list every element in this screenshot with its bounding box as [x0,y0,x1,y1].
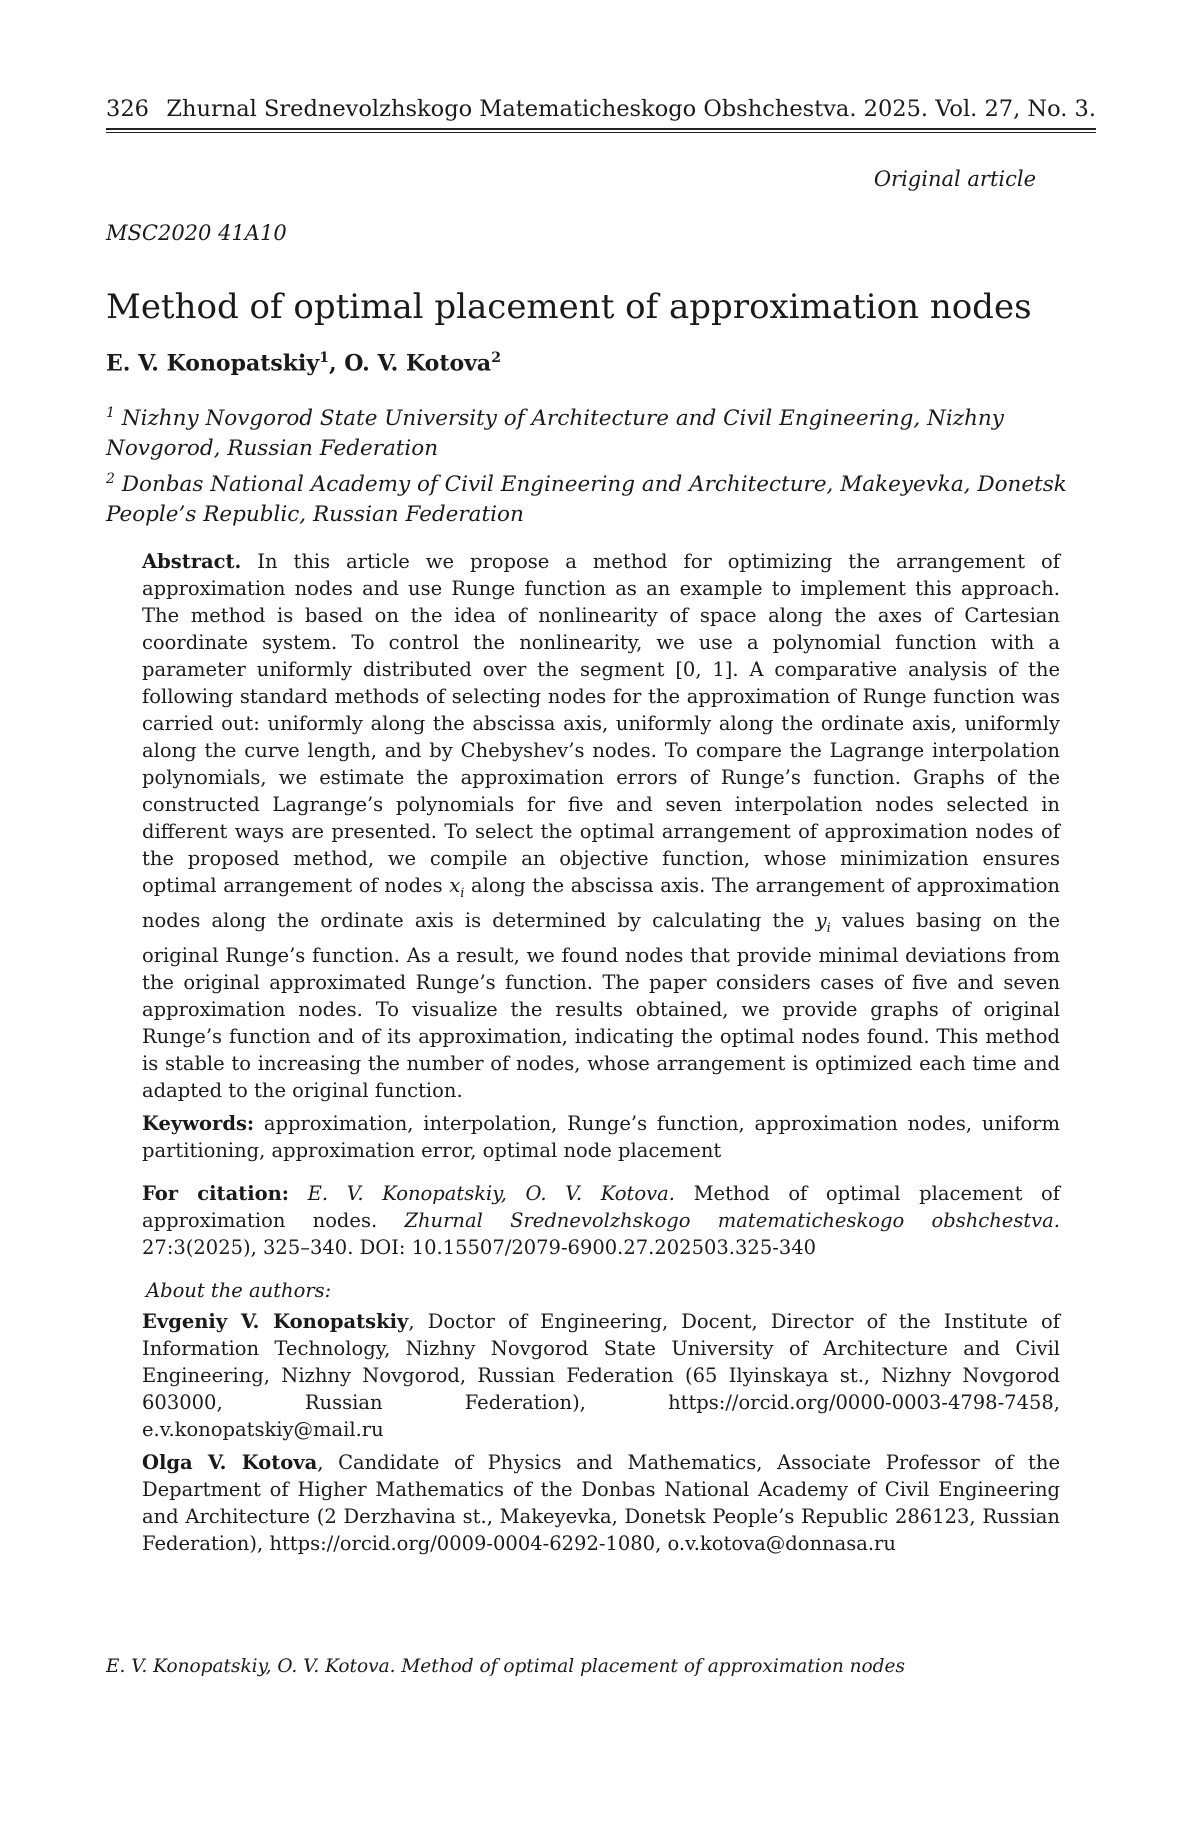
abstract-label: Abstract. [142,550,242,574]
abstract-text: along the abscissa axis. The arrangement of approximation nodes along the ordinate axis is determined by calculating the [142,874,1060,933]
author-name: E. V. Konopatskiy [106,350,320,377]
abstract-text: values basing on the original Runge’s function. As a result, we found nodes that provide minimal deviations from the original approximated Runge’s function. The paper considers cases of five and seven approximation nodes. To visualize the results obtained, we provide graphs of original Runge’s function and of its approximation, indicating the optimal nodes found. This method is stable to increasing the number of nodes, whose arrangement is optimized each time and adapted to the original function. [142,909,1060,1103]
affiliations [106,398,1096,530]
page-number: 326 [106,96,149,122]
math-sub-i: i [460,886,465,902]
affiliation-text: Nizhny Novgorod State University of Architecture and Civil Engineering, Nizhny Novgorod, Russian Federation [106,406,1004,462]
abstract [142,548,1060,1104]
affiliation-item [106,398,1096,464]
header-rule-thick [106,128,1096,130]
running-footer: E. V. Konopatskiy, O. V. Kotova. Method of optimal placement of approximation nodes [106,1656,905,1677]
citation-title: Method of optimal placement of approximation nodes. [142,1182,1060,1233]
running-header [106,96,1096,122]
author-bio [142,1449,1060,1557]
author-bio-text: , Doctor of Engineering, Docent, Director of the Institute of Information Technology, Nizhny Novgorod State University of Architecture and Civil Engineering, Nizhny Novgorod, Russian Federation (65 Ilyinskaya st., Nizhny Novgorod 603000, Russian Federation), https://orcid.org/0000-0003-4798-7458, e.v.konopatskiy@mail.ru [142,1310,1061,1442]
citation-details: 27:3(2025), 325–340. DOI: 10.15507/2079-6900.27.202503.325-340 [142,1236,817,1260]
keywords-text: approximation, interpolation, Runge’s function, approximation nodes, uniform partitioning, approximation error, optimal node placement [142,1112,1060,1163]
authors-line [106,350,1096,376]
author-bio-name: Evgeniy V. Konopatskiy [142,1310,409,1334]
author-mark: 1 [319,349,329,366]
article-title: Method of optimal placement of approximation nodes [106,287,1032,327]
article-type: Original article [873,167,1036,191]
author-bio-name: Olga V. Kotova [142,1451,318,1475]
math-var-y: y [815,909,827,933]
math-var-x: x [449,874,461,898]
citation-authors: E. V. Konopatskiy, O. V. Kotova. [307,1182,675,1206]
affiliation-text: Donbas National Academy of Civil Engineering and Architecture, Makeyevka, Donetsk People’s Republic, Russian Federation [106,472,1067,528]
keywords-label: Keywords: [142,1112,255,1136]
page [106,96,1096,1557]
author-bio [142,1308,1060,1443]
math-sub-i: i [826,921,831,937]
author-mark: 2 [491,349,501,366]
journal-title: Zhurnal Srednevolzhskogo Matematicheskogo Obshchestva. 2025. Vol. 27, No. 3. [166,96,1096,122]
citation [142,1180,1060,1261]
author-name: O. V. Kotova [344,350,492,377]
keywords [142,1110,1060,1164]
author-bio-text: , Candidate of Physics and Mathematics, Associate Professor of the Department of Higher Mathematics of the Donbas National Academy of Civil Engineering and Architecture (2 Derzhavina st., Makeyevka, Donetsk People’s Republic 286123, Russian Federation), https://orcid.org/0009-0004-6292-1080, o.v.kotova@donnasa.ru [142,1451,1060,1556]
citation-journal: Zhurnal Srednevolzhskogo matematicheskogo obshchestva. [404,1209,1061,1233]
about-authors-heading: About the authors: [146,1279,332,1303]
affiliation-mark: 2 [106,471,115,488]
header-rule-thin [106,132,1096,133]
affiliation-mark: 1 [106,405,115,422]
citation-label: For citation: [142,1182,289,1206]
affiliation-item [106,464,1096,530]
abstract-text: In this article we propose a method for optimizing the arrangement of approximation nodes and use Runge function as an example to implement this approach. The method is based on the idea of nonlinearity of space along the axes of Cartesian coordinate system. To control the nonlinearity, we use a polynomial function with a parameter uniformly distributed over the segment [0, 1]. A comparative analysis of the following standard methods of selecting nodes for the approximation of Runge function was carried out: uniformly along the abscissa axis, uniformly along the ordinate axis, uniformly along the curve length, and by Chebyshev’s nodes. To compare the Lagrange interpolation polynomials, we estimate the approximation errors of Runge’s function. Graphs of the constructed Lagrange’s polynomials for five and seven interpolation nodes selected in different ways are presented. To select the optimal arrangement of approximation nodes of the proposed method, we compile an objective function, whose minimization ensures optimal arrangement of nodes [142,550,1060,898]
authors-separator: , [328,350,345,377]
msc-code: MSC2020 41A10 [106,221,287,245]
